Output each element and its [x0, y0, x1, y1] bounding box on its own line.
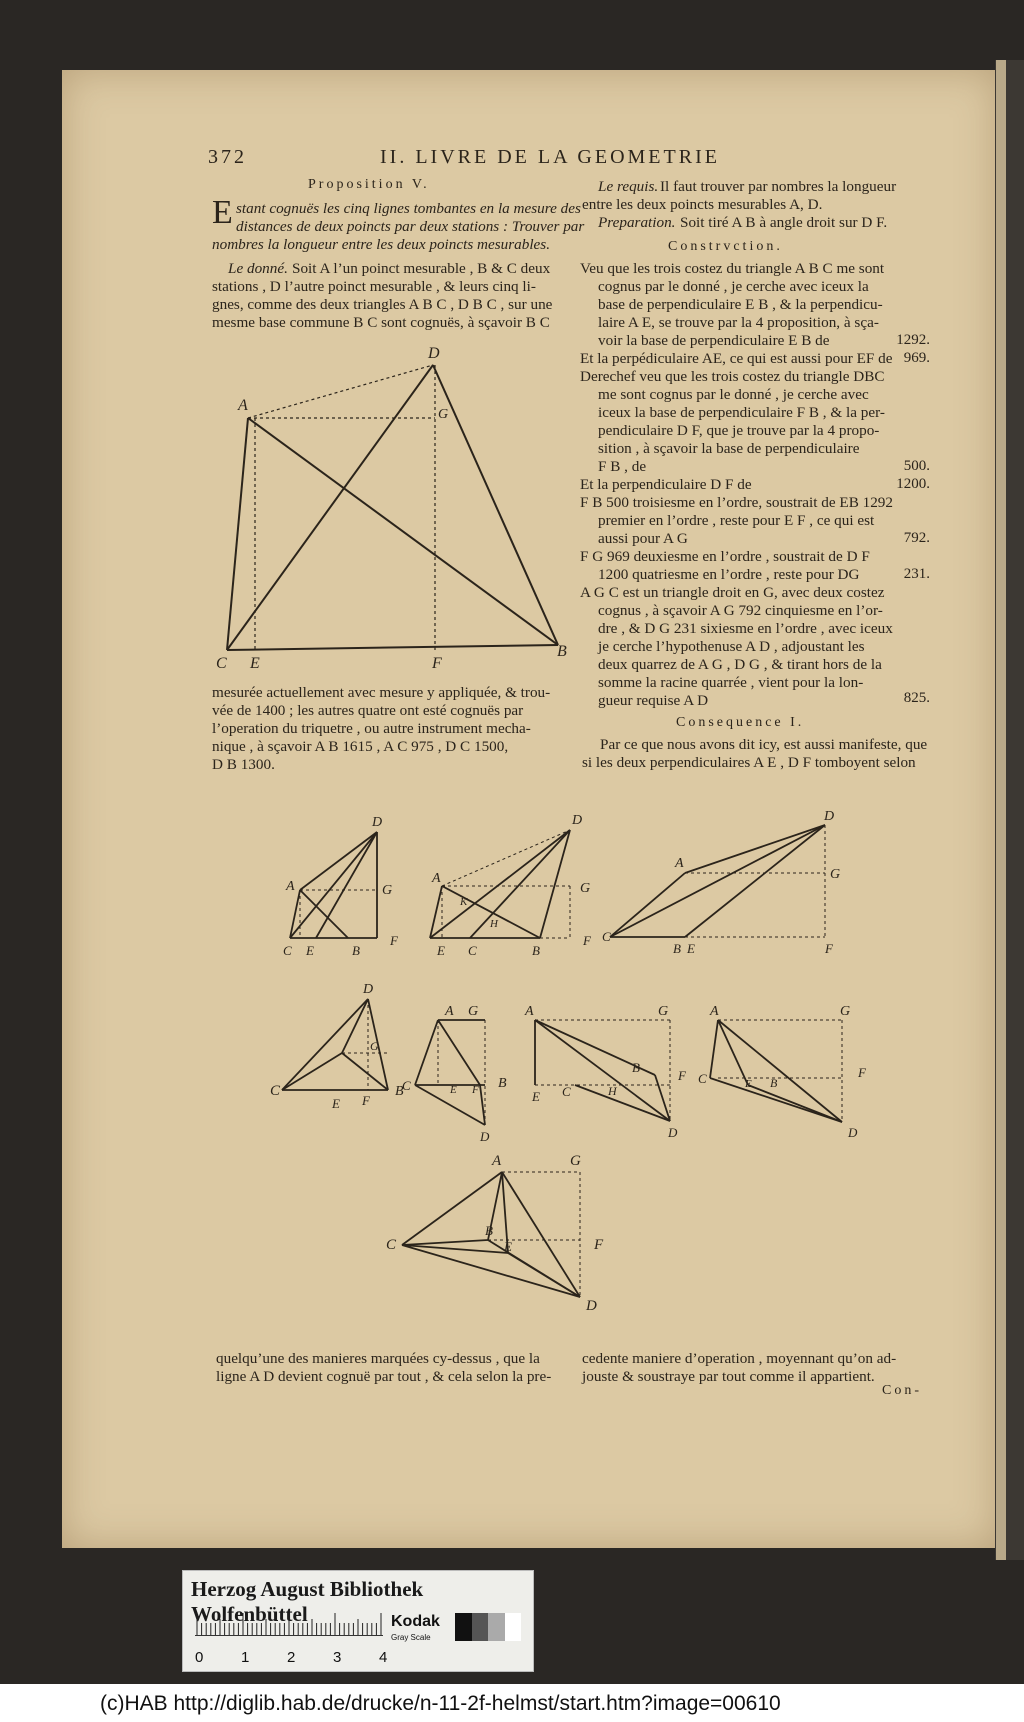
construction-line: iceux la base de perpendiculaire F B , & la per-: [598, 404, 885, 421]
after-fig-line: l’operation du triquetre , ou autre instrument mecha-: [212, 720, 531, 737]
scale-2: 2: [287, 1649, 296, 1666]
bottom-left-line: quelqu’une des manieres marquées cy-dessus , que la: [216, 1350, 540, 1367]
r1-label-C3: C: [602, 929, 611, 944]
footer-source: (c)HAB http://diglib.hab.de/drucke/n-11-2f-helmst/start.htm?image=00610: [100, 1692, 781, 1715]
construction-line: base de perpendiculaire E B , & la perpendicu-: [598, 296, 883, 313]
r2-label-E3: E: [532, 1089, 540, 1104]
r2-label-F2: F: [472, 1084, 479, 1096]
value-231: 231.: [903, 566, 930, 582]
r1-label-H: H: [490, 918, 498, 930]
value-1200: 1200.: [896, 476, 930, 492]
r2-label-A2: A: [445, 1004, 454, 1019]
r1-label-F1: F: [390, 933, 398, 948]
label-C: C: [216, 655, 227, 672]
proposition-heading: Proposition V.: [308, 177, 430, 192]
figure-row-2: [270, 975, 890, 1145]
construction-line: A G C est un triangle droit en G, avec deux costez: [580, 584, 885, 601]
construction-line: deux quarrez de A G , D G , & tirant hors de la: [598, 656, 882, 673]
patch-black: [455, 1613, 472, 1641]
patch-white: [505, 1613, 522, 1641]
label-B: B: [557, 643, 567, 660]
r2-label-H: H: [608, 1084, 617, 1098]
r3-label-C: C: [386, 1237, 397, 1253]
value-792: 792.: [903, 530, 930, 546]
r2-label-A3: A: [525, 1004, 534, 1019]
construction-line: premier en l’ordre , reste pour E F , ce qui est: [598, 512, 875, 529]
construction-line: Et la perpédiculaire AE, ce qui est aussi pour EF de: [580, 350, 893, 367]
r1-label-D3: D: [824, 810, 835, 824]
donne-line: mesme base commune B C sont cognuës, à sçavoir B C: [212, 314, 550, 331]
r2-label-E1: E: [332, 1096, 340, 1111]
r2-label-G2: G: [468, 1004, 479, 1019]
r1-label-E2: E: [437, 943, 445, 958]
value-1292: 1292.: [896, 332, 930, 348]
gray-patches: [455, 1613, 521, 1641]
construction-line: Veu que les trois costez du triangle A B C me sont: [580, 260, 885, 277]
consequence-line: si les deux perpendiculaires A E , D F tomboyent selon: [582, 754, 916, 771]
r2-label-A4: A: [710, 1004, 719, 1019]
r1-label-D2: D: [572, 813, 583, 828]
r2-label-G3: G: [658, 1004, 669, 1019]
label-A: A: [238, 397, 248, 414]
ruler-svg: [195, 1613, 383, 1635]
construction-line: cognus , à sçavoir A G 792 cinquiesme en l’or-: [598, 602, 883, 619]
scale-1: 1: [241, 1649, 250, 1666]
catchword: Con-: [882, 1383, 922, 1398]
construction-line: aussi pour A G: [598, 530, 688, 547]
construction-line: pendiculaire D F, que je trouve par la 4 propo-: [598, 422, 880, 439]
construction-line: cognus par le donné , je cerche avec iceux la: [598, 278, 869, 295]
kodak-brand: Kodak: [391, 1613, 440, 1630]
construction-line: sition , à sçavoir la base de perpendiculaire: [598, 440, 860, 457]
r1-label-A1: A: [286, 879, 295, 894]
r1-label-G3: G: [830, 867, 841, 882]
construction-line: F B 500 troisiesme en l’ordre, soustrait de EB 1292: [580, 494, 893, 511]
r2-label-B3: B: [632, 1060, 640, 1075]
after-fig-line: vée de 1400 ; les autres quatre ont esté cognuës par: [212, 702, 524, 719]
consequence-heading: Consequence I.: [676, 715, 805, 730]
after-fig-line: mesurée actuellement avec mesure y appliquée, & trou-: [212, 684, 551, 701]
r2-label-F3: F: [678, 1068, 686, 1083]
r2-label-B4: B: [770, 1076, 778, 1090]
r2-label-E2: E: [450, 1084, 457, 1096]
r2-label-D2: D: [480, 1129, 490, 1144]
color-card: [182, 1570, 534, 1672]
footer-bar: [0, 1684, 1024, 1722]
value-500: 500.: [903, 458, 930, 474]
statement-line: stant cognuës les cinq lignes tombantes en la mesure des: [236, 200, 581, 217]
page-number: 372: [208, 146, 247, 168]
value-969: 969.: [903, 350, 930, 366]
scale-3: 3: [333, 1649, 342, 1666]
requis-label: Le requis.: [598, 178, 659, 195]
patch-mid: [488, 1613, 505, 1641]
construction-line: F G 969 deuxiesme en l’ordre , soustrait de D F: [580, 548, 870, 565]
r1-label-G1: G: [382, 883, 393, 898]
bottom-left-line: ligne A D devient cognuë par tout , & cela selon la pre-: [216, 1368, 552, 1385]
construction-line: laire A E, se trouve par la 4 proposition, à sça-: [598, 314, 879, 331]
requis-line: entre les deux poincts mesurables A, D.: [582, 196, 823, 213]
construction-line: F B , de: [598, 458, 647, 475]
next-page-edge: [996, 60, 1006, 1560]
donne-line: gnes, comme des deux triangles A B C , D B C , sur une: [212, 296, 553, 313]
donne-line: Soit A l’un poinct mesurable , B & C deux: [292, 260, 551, 277]
card-title: Herzog August Bibliothek Wolfenbüttel: [191, 1577, 424, 1626]
r3-label-B: B: [485, 1223, 493, 1238]
r1-label-G2: G: [580, 881, 591, 896]
r1-label-E1: E: [306, 943, 314, 958]
r1-label-D1: D: [372, 815, 383, 830]
donne-label: Le donné.: [228, 260, 288, 277]
r2-label-G4: G: [840, 1004, 851, 1019]
r3-label-A: A: [492, 1153, 502, 1169]
drop-cap: E: [212, 194, 233, 231]
scale-0: 0: [195, 1649, 204, 1666]
r2-label-C4: C: [698, 1071, 707, 1086]
r1-label-B3: B: [673, 941, 681, 956]
construction-line: dre , & D G 231 sixiesme en l’ordre , avec iceux: [598, 620, 893, 637]
r1-label-B2: B: [532, 943, 540, 958]
construction-line: gueur requise A D: [598, 692, 709, 709]
main-triangle-figure: [210, 340, 580, 675]
after-fig-line: nique , à sçavoir A B 1615 , A C 975 , D C 1500,: [212, 738, 509, 755]
statement-line: distances de deux poincts par deux stations : Trouver par: [236, 218, 585, 235]
r2-label-F1: F: [362, 1093, 370, 1108]
prep-line: Soit tiré A B à angle droit sur D F.: [680, 214, 888, 231]
r3-label-G: G: [570, 1153, 581, 1169]
r2-label-B2: B: [498, 1076, 507, 1091]
statement-line: nombres la longueur entre les deux poincts mesurables.: [212, 236, 551, 253]
r1-label-A2: A: [432, 871, 441, 886]
prep-label: Preparation.: [598, 214, 676, 231]
r2-label-B1: B: [395, 1084, 404, 1099]
construction-line: je cerche l’hypothenuse A D , adjoustant les: [598, 638, 865, 655]
donne-line: stations , D l’autre poinct mesurable , & leurs cinq li-: [212, 278, 536, 295]
construction-line: Et la perpendiculaire D F de: [580, 476, 752, 493]
r3-label-D: D: [586, 1298, 597, 1314]
r2-label-D3: D: [668, 1125, 678, 1140]
r1-label-C1: C: [283, 943, 292, 958]
gray-scale-label: Gray Scale: [391, 1633, 431, 1642]
r2-label-G1: G: [370, 1039, 379, 1053]
patch-dark: [472, 1613, 489, 1641]
bottom-right-line: jouste & soustraye par tout comme il appartient.: [582, 1368, 875, 1385]
construction-line: voir la base de perpendiculaire E B de: [598, 332, 830, 349]
requis-line: Il faut trouver par nombres la longueur: [660, 178, 897, 195]
bottom-right-line: cedente maniere d’operation , moyennant qu’on ad-: [582, 1350, 897, 1367]
scale-4: 4: [379, 1649, 388, 1666]
construction-line: me sont cognus par le donné , je cerche avec: [598, 386, 869, 403]
label-G: G: [438, 407, 449, 422]
r1-label-E3: E: [687, 941, 695, 956]
label-D: D: [428, 345, 440, 362]
r2-label-C2: C: [402, 1078, 411, 1093]
r1-label-B1: B: [352, 943, 360, 958]
r2-label-D4: D: [848, 1125, 858, 1140]
label-E: E: [250, 655, 260, 672]
r1-label-F3: F: [825, 941, 833, 956]
running-title: II. LIVRE DE LA GEOMETRIE: [380, 146, 720, 168]
label-F: F: [432, 655, 442, 672]
r2-label-C1: C: [270, 1083, 281, 1099]
r1-label-F2: F: [583, 933, 591, 948]
ruler-ticks: [195, 1613, 383, 1636]
r2-label-E4: E: [745, 1078, 752, 1090]
value-825: 825.: [903, 690, 930, 706]
r2-label-D1: D: [363, 982, 374, 997]
construction-line: 1200 quatriesme en l’ordre , reste pour DG: [598, 566, 860, 583]
construction-line: Derechef veu que les trois costez du triangle DBC: [580, 368, 885, 385]
figure-row-1: [280, 810, 940, 960]
r1-label-A3: A: [675, 856, 684, 871]
r1-label-K: K: [460, 896, 468, 908]
r2-label-F4: F: [858, 1065, 866, 1080]
r2-label-C3: C: [562, 1084, 571, 1099]
figure-row-3: [380, 1145, 620, 1315]
construction-line: somme la racine quarrée , vient pour la lon-: [598, 674, 864, 691]
r1-label-C2: C: [468, 943, 477, 958]
consequence-line: Par ce que nous avons dit icy, est aussi manifeste, que: [600, 736, 928, 753]
construction-heading: Constrvction.: [668, 239, 783, 254]
r3-label-E: E: [504, 1239, 512, 1254]
after-fig-line: D B 1300.: [212, 756, 275, 773]
r3-label-F: F: [594, 1237, 604, 1253]
